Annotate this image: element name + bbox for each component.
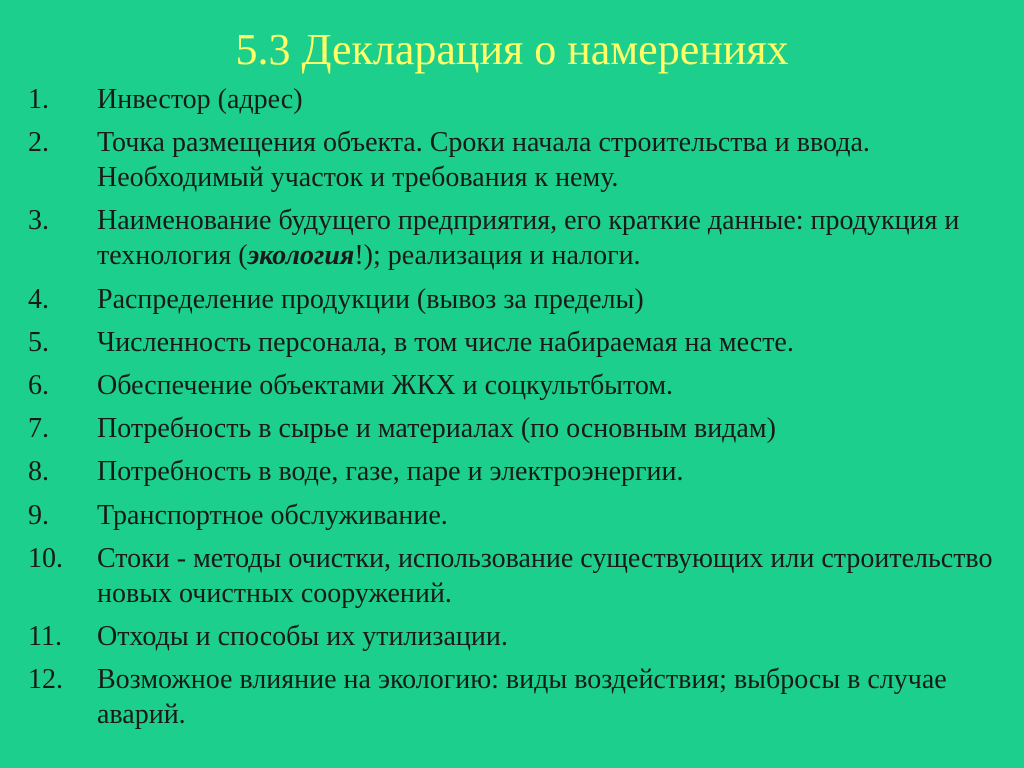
list-item-text: Возможное влияние на экологию: виды воздействия; выбросы в случае аварий. [97,664,947,731]
list-item-number: 2. [28,127,49,159]
list-item-number: 6. [28,369,49,401]
list-item-text: Отходы и способы их утилизации. [97,620,508,652]
list-item-text: Распределение продукции (вывоз за пределы) [97,283,644,315]
declaration-list [28,82,1013,740]
list-item [28,125,1013,195]
list-item-number: 1. [28,84,49,115]
list-item [28,454,1013,489]
slide-title: 5.3 Декларация о намерениях [235,25,789,74]
list-item-text: Точка размещения объекта. Сроки начала строительства и ввода. Необходимый участок и требования к нему. [97,127,870,194]
list-item [28,82,1013,117]
list-item-number: 3. [28,205,49,237]
list-item-text-part: !); реализация и налоги. [354,240,641,272]
list-item [28,411,1013,446]
list-item [28,282,1013,317]
list-item-number: 12. [28,664,63,696]
list-item-number: 11. [28,620,62,652]
list-item-number: 4. [28,283,49,315]
list-item-number: 5. [28,326,49,358]
list-item-text: Транспортное обслуживание. [97,499,448,531]
list-item-text: Инвестор (адрес) [97,84,303,115]
list-item-text [97,203,1013,273]
list-item [28,662,1013,732]
list-item-text: Численность персонала, в том числе набираемая на месте. [97,326,794,358]
list-item-text: Обеспечение объектами ЖКХ и соцкультбытом. [97,369,674,401]
list-item-number: 10. [28,542,63,574]
list-item-text: Стоки - методы очистки, использование существующих или строительство новых очистных сооружений. [97,542,993,609]
list-item-text: Потребность в воде, газе, паре и электроэнергии. [97,456,684,488]
list-item [28,325,1013,360]
list-item-number: 7. [28,413,49,445]
list-item [28,619,1013,654]
list-item-text: Потребность в сырье и материалах (по основным видам) [97,413,776,445]
list-item [28,203,1013,273]
list-item [28,368,1013,403]
list-item-number: 8. [28,456,49,488]
ecology-emphasis: экология [247,240,355,272]
list-item-text-part: Наименование будущего предприятия, его краткие данные: продукция и технология ( [97,205,960,272]
list-item [28,541,1013,611]
list-item [28,498,1013,533]
list-item-number: 9. [28,499,49,531]
